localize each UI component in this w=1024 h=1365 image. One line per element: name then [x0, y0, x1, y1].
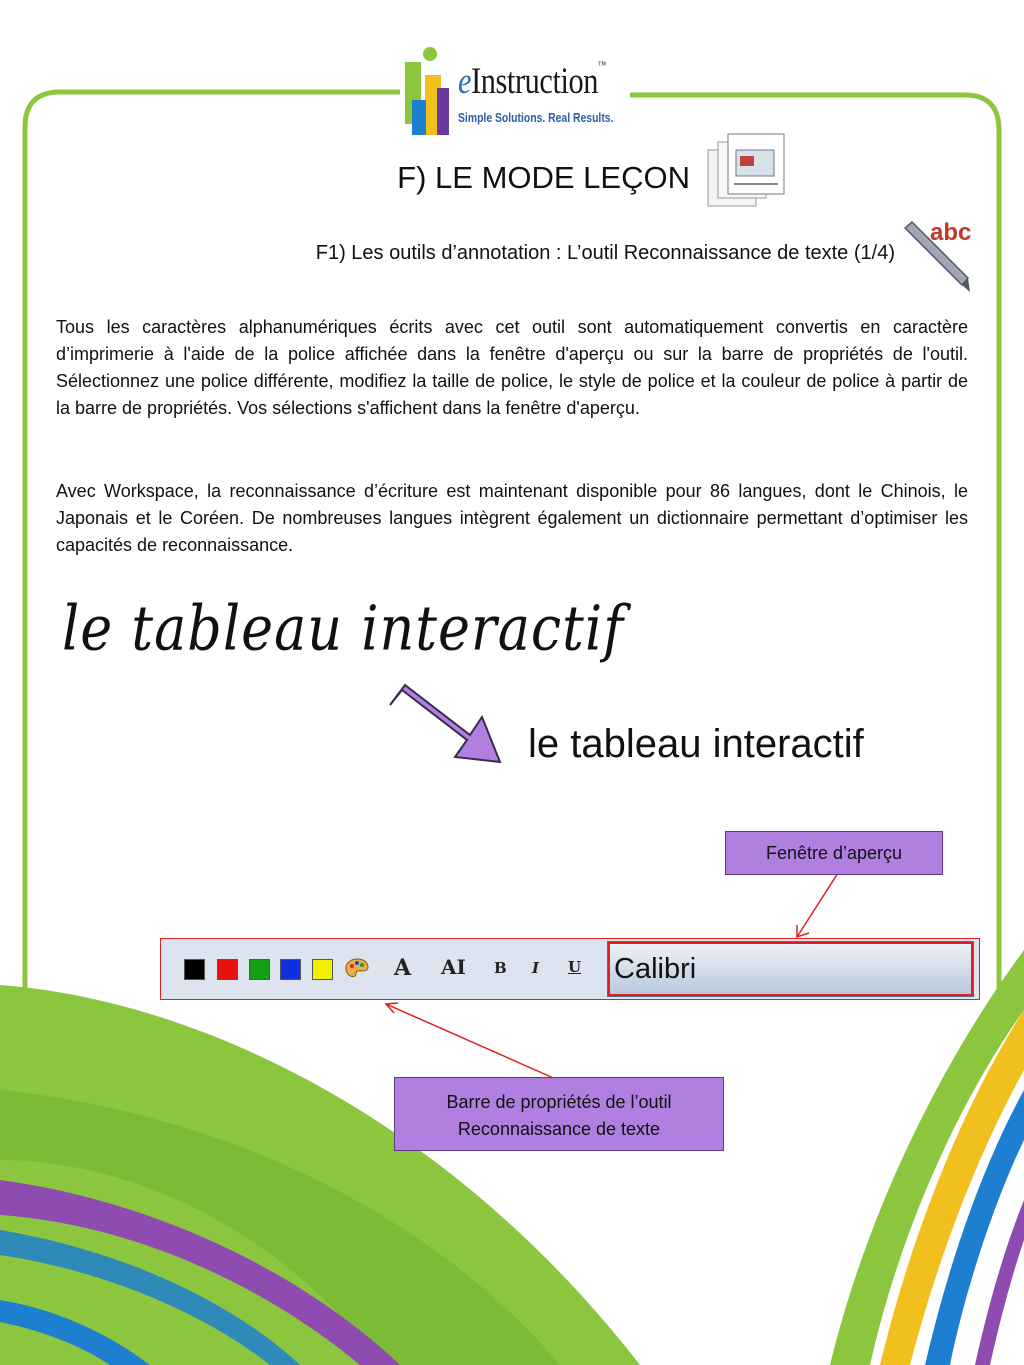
palette-icon[interactable]: [344, 957, 370, 981]
bold-button[interactable]: B: [494, 959, 507, 977]
font-size-button[interactable]: AI: [441, 955, 466, 979]
toolbar-callout-line2: Reconnaissance de texte: [457, 1119, 661, 1139]
toolbar-callout-line1: Barre de propriétés de l’outil: [446, 1092, 672, 1112]
color-swatch-yellow[interactable]: [312, 959, 333, 980]
color-swatch-black[interactable]: [184, 959, 205, 980]
color-swatch-red[interactable]: [217, 959, 238, 980]
handwritten-sample: le tableau interactif: [62, 592, 625, 665]
text-recognition-toolbar: [160, 938, 980, 1000]
recognized-text-result: le tableau interactif: [528, 722, 864, 766]
font-button[interactable]: A: [394, 955, 412, 981]
logo-tagline: Simple Solutions. Real Results.: [458, 110, 614, 125]
page-title: F) LE MODE LEÇON: [397, 160, 690, 195]
logo-wordmark: eInstruction™: [458, 60, 606, 102]
italic-button[interactable]: I: [532, 959, 540, 977]
svg-text:abc: abc: [930, 219, 972, 246]
section-subtitle: F1) Les outils d’annotation : L’outil Reconnaissance de texte (1/4): [315, 242, 895, 264]
color-swatch-green[interactable]: [249, 959, 270, 980]
color-swatch-blue[interactable]: [280, 959, 301, 980]
text-recognition-icon: [905, 219, 971, 292]
font-preview-window[interactable]: Calibri: [608, 942, 973, 996]
toolbar-callout: [394, 1077, 724, 1151]
lesson-pages-icon: [708, 134, 784, 206]
underline-button[interactable]: U: [568, 958, 582, 976]
purple-arrow: [390, 685, 500, 762]
intro-paragraph: Tous les caractères alphanumériques écrits avec cet outil sont automatiquement convertis en caractère d’imprimerie à l'aide de la police affichée dans la fenêtre d'aperçu ou sur la barre de propriétés de l'outil. Sélectionnez une police différente, modifiez la taille de police, le style de police et la couleur de police à partir de la barre de propriétés. Vos sélections s'affichent dans la fenêtre d'aperçu.: [56, 317, 968, 418]
languages-paragraph: Avec Workspace, la reconnaissance d’écriture est maintenant disponible pour 86 langues, dont le Chinois, le Japonais et le Coréen. De nombreuses langues intègrent également un dictionnaire permettant d’optimiser les capacités de reconnaissance.: [56, 481, 968, 555]
preview-window-callout: Fenêtre d’aperçu: [725, 831, 943, 875]
